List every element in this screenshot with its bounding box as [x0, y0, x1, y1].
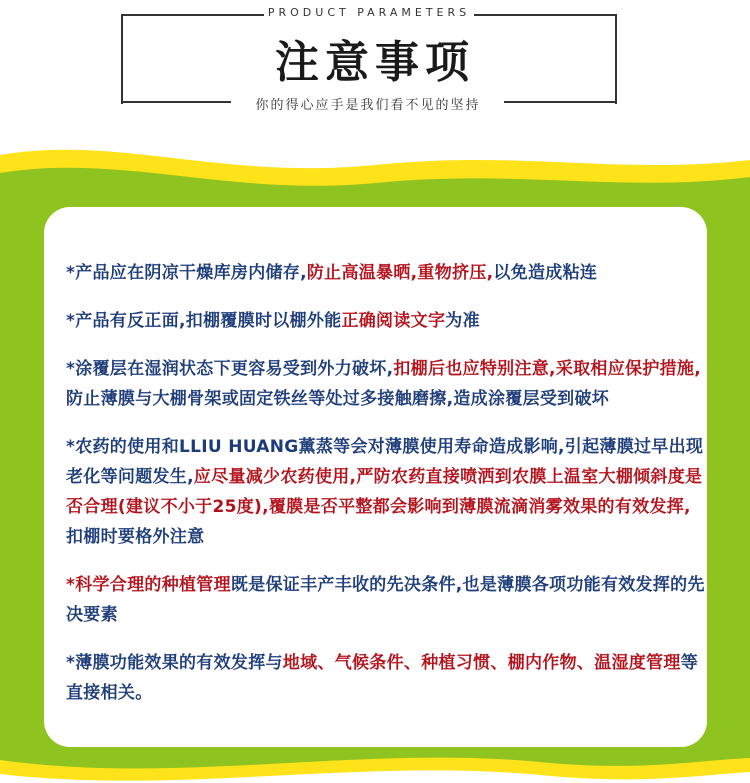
highlight-text: 地域、气候条件、种植习惯、棚内作物、温湿度管理	[282, 653, 681, 673]
body-text: 以免造成粘连	[493, 263, 598, 283]
body-text: 等直接相关。	[66, 653, 699, 703]
notice-list	[66, 258, 706, 726]
body-text: 既是保证丰产丰收的先决条件,也是薄膜各项功能有效发挥的先决要素	[66, 575, 705, 625]
notice-item	[66, 432, 706, 552]
notice-item	[66, 258, 706, 288]
body-text: *薄膜功能效果的有效发挥与	[66, 653, 283, 673]
highlight-text: 扣棚后也应特别注意,采取相应保护措施,	[393, 359, 701, 379]
highlight-text: 正确阅读文字	[341, 311, 446, 331]
body-text: *产品有反正面,扣棚覆膜时以棚外能	[66, 311, 342, 331]
page-subtitle: 你的得心应手是我们看不见的坚持	[255, 98, 481, 113]
notice-item	[66, 570, 706, 630]
notice-item	[66, 648, 706, 708]
body-text: 为准	[445, 311, 480, 331]
frame-bottom-line-right	[504, 101, 615, 103]
highlight-text: 防止高温暴晒,重物挤压,	[306, 263, 494, 283]
body-text: 扣棚时要格外注意	[66, 527, 205, 547]
body-text: 防止薄膜与大棚骨架或固定铁丝等处过多接触磨擦,造成涂覆层受到破坏	[66, 389, 610, 409]
notice-item	[66, 354, 706, 414]
body-text: *涂覆层在湿润状态下更容易受到外力破坏,	[66, 359, 394, 379]
notice-item	[66, 306, 706, 336]
body-text: *产品应在阴凉干燥库房内储存,	[66, 263, 307, 283]
body-text: *农药的使用和LLIU HUANG薰蒸等会对薄膜使用寿命造成影响,引起薄膜过早出现老化等问题发生,	[66, 437, 704, 487]
highlight-text: 应尽量减少农药使用,严防农药直接喷洒到农膜上温室大棚倾斜度是否合理(建议不小于25度),覆膜是否平整都会影响到薄膜流滴消雾效果的有效发挥,	[66, 467, 703, 517]
frame-bottom-line-left	[121, 101, 231, 103]
highlight-text: *科学合理的种植管理	[66, 575, 231, 595]
page-title: 注意事项	[275, 37, 475, 88]
frame-top-label: PRODUCT PARAMETERS	[264, 6, 474, 19]
header	[0, 0, 750, 150]
